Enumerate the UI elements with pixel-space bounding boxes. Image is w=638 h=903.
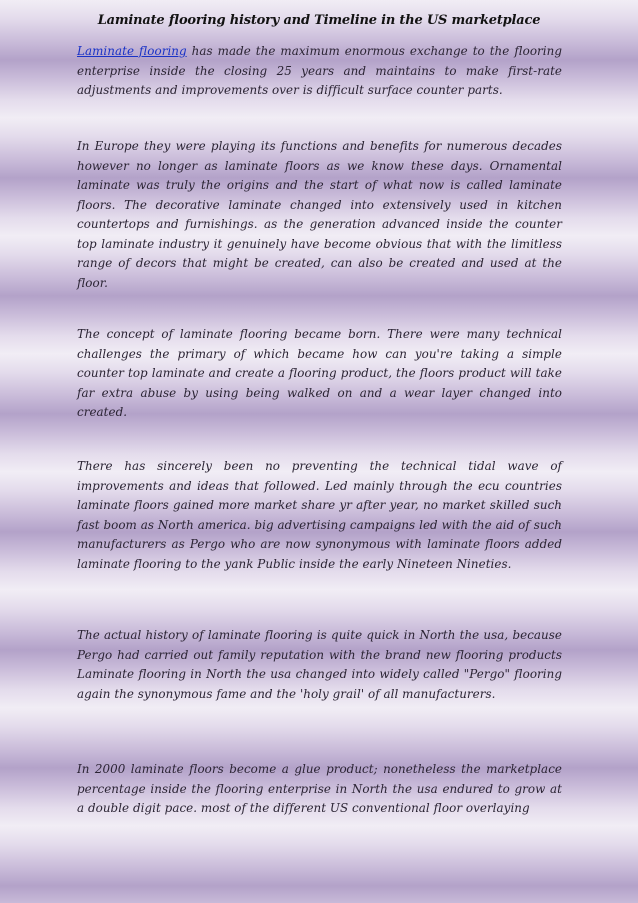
paragraph-5: The actual history of laminate flooring is quite quick in North the usa, because Pergo had carried out family reputation with the brand new flooring products Laminate flooring in North the usa changed into widely called "Pergo" flooring again the synonymous fame and the 'holy grail' of all manufacturers. — [77, 628, 562, 701]
paragraph-6: In 2000 laminate floors become a glue product; nonetheless the marketplace percentage inside the flooring enterprise in North the usa endured to grow at a double digit pace. most of the different US conventional floor overlaying — [77, 762, 562, 815]
paragraph-3: The concept of laminate flooring became born. There were many technical challenges the primary of which became how can you're taking a simple counter top laminate and create a flooring product, the floors product will take far extra abuse by using being walked on and a wear layer changed into created. — [77, 327, 562, 419]
page-title: Laminate flooring history and Timeline in the US marketplace — [97, 13, 541, 28]
laminate-flooring-link[interactable]: Laminate flooring — [77, 44, 187, 58]
paragraph-4: There has sincerely been no preventing the technical tidal wave of improvements and ideas that followed. Led mainly through the ecu countries laminate floors gained more market share yr after year, no market skilled such fast boom as North america. big advertising campaigns led with the aid of such manufacturers as Pergo who are now synonymous with laminate floors added laminate flooring to the yank Public inside the early Nineteen Nineties. — [77, 459, 562, 571]
paragraph-1 — [77, 42, 562, 101]
paragraph-2: In Europe they were playing its functions and benefits for numerous decades however no longer as laminate floors as we know these days. Ornamental laminate was truly the origins and the start of what now is called laminate floors. The decorative laminate changed into extensively used in kitchen countertops and furnishings. as the generation advanced inside the counter top laminate industry it genuinely have become obvious that with the limitless range of decors that might be created, can also be created and used at the floor. — [77, 139, 562, 290]
paragraph-1-text: has made the maximum enormous exchange to the flooring enterprise inside the closing 25 years and maintains to make first-rate adjustments and improvements over is difficult surface counter parts. — [77, 44, 562, 97]
